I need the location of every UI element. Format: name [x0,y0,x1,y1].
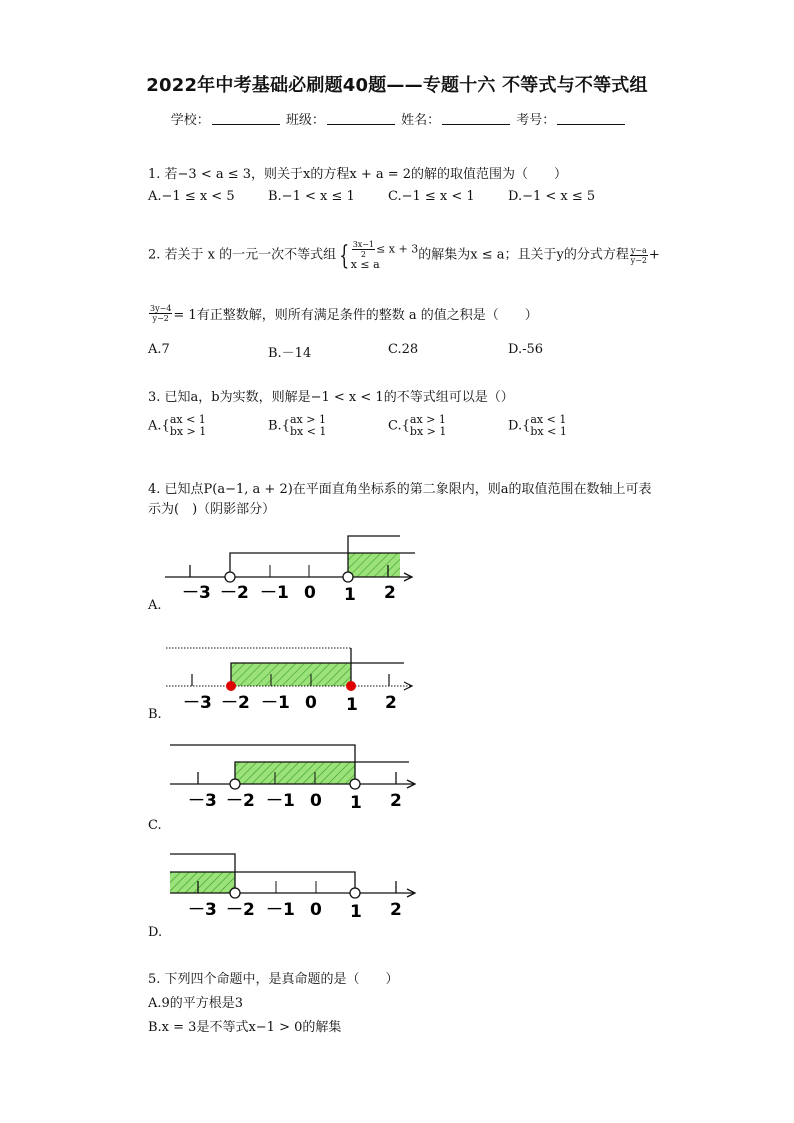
tick-label-c-1: 1 [350,793,362,813]
filled-dot-b-neg2 [226,681,236,691]
q4-option-a-label: A. [148,598,162,613]
page-title: 2022年中考基础必刷题40题——专题十六 不等式与不等式组 [146,75,648,96]
q3-option-d: D.{ ax < 1 bx < 1 [508,413,567,438]
question-1-stem: 1. 若−3 < a ≤ 3，则关于x的方程x + a = 2的解的取值范围为（ ） [148,167,568,182]
q2-sys-line1-rest: ≤ x + 3 [376,242,419,256]
q2-option-c: C.28 [388,342,419,357]
q3-option-a: A.{ ax < 1 bx > 1 [148,413,207,438]
shaded-region-b [231,663,351,686]
tick-label-c-neg1: －1 [266,791,295,811]
number-line-b [166,648,412,715]
tick-label-a-2: 2 [384,583,396,603]
q3-c-line1: ax > 1 [409,413,446,426]
tick-label-b-2: 2 [385,693,397,713]
tick-label-a-neg1: －1 [260,583,289,603]
q3-option-b: B.{ ax > 1 bx < 1 [268,413,327,438]
tick-label-a-1: 1 [344,585,356,605]
filled-dot-b-1 [346,681,356,691]
q3-option-a-label: A. [148,418,162,434]
tick-label-b-1: 1 [346,695,358,715]
q2-frac2-num: 3y−4 [150,304,172,313]
open-dot-c-1 [350,779,360,789]
tick-label-d-1: 1 [350,902,362,922]
q2-sys-denominator: 2 [360,250,366,259]
tick-label-d-neg3: －3 [188,900,217,920]
q2-option-b: B.－14 [268,346,312,361]
school-label: 学校： [170,113,210,128]
shaded-region-c [235,762,355,784]
tick-label-b-neg2: －2 [221,693,250,713]
number-line-d [170,854,415,922]
q2-middle: 的解集为x ≤ a；且关于y的分式方程 [418,247,629,263]
q2-frac2-den: y−2 [152,314,169,323]
tick-label-a-neg3: －3 [182,583,211,603]
q3-b-line2: bx < 1 [289,425,327,438]
q3-c-line2: bx > 1 [409,425,447,438]
q3-option-c-label: C. [388,418,402,434]
q3-a-line1: ax < 1 [169,413,206,426]
school-blank [212,112,280,125]
q3-b-line1: ax > 1 [289,413,326,426]
name-label: 姓名： [401,113,441,128]
q2-frac1-den: y−2 [630,256,647,265]
q2-inequality-system [351,240,419,271]
tick-label-d-neg1: －1 [266,900,295,920]
q2-frac1-num: y−a [630,246,647,255]
q3-option-c: C.{ ax > 1 bx > 1 [388,413,447,438]
question-4-stem-line2: 示为( )（阴影部分） [148,502,276,517]
number-label: 考号： [516,113,556,128]
tick-label-c-2: 2 [390,791,402,811]
q2-sys-line2: x ≤ a [350,258,380,271]
q3-option-b-label: B. [268,418,282,434]
q2-sys-numerator: 3x−1 [352,240,375,249]
tick-label-c-neg3: －3 [188,791,217,811]
tick-label-c-0: 0 [310,791,322,811]
tick-label-b-neg1: －1 [261,693,290,713]
q1-option-d: D.−1 < x ≤ 5 [508,189,596,204]
tick-label-d-2: 2 [390,900,402,920]
q4-option-c-label: C. [148,818,162,833]
open-dot-c-neg2 [230,779,240,789]
name-blank [442,112,510,125]
q3-a-line2: bx > 1 [169,425,207,438]
tick-label-b-neg3: －3 [183,693,212,713]
open-dot-a-1 [343,572,353,582]
open-dot-d-1 [350,888,360,898]
q5-option-a: A.9的平方根是3 [148,996,244,1011]
question-5-stem: 5. 下列四个命题中，是真命题的是（ ） [148,972,399,987]
q1-option-a: A.−1 ≤ x < 5 [148,189,235,204]
open-dot-d-neg2 [230,888,240,898]
shaded-region-a [348,553,400,577]
tick-label-b-0: 0 [305,693,317,713]
question-4-stem-line1: 4. 已知点P(a−1, a + 2)在平面直角坐标系的第二象限内，则a的取值范围在数轴上可表 [148,482,652,497]
question-3-stem: 3. 已知a，b为实数，则解是−1 < x < 1的不等式组可以是（） [148,390,514,405]
q3-d-line2: bx < 1 [530,425,567,438]
tick-label-d-neg2: －2 [226,900,255,920]
q1-option-c: C.−1 ≤ x < 1 [388,189,475,204]
tick-label-a-0: 0 [304,583,316,603]
number-line-c [170,745,415,813]
tick-label-c-neg2: －2 [226,791,255,811]
tick-label-a-neg2: －2 [220,583,249,603]
number-line-a [165,536,415,605]
q3-d-line1: ax < 1 [530,413,567,426]
q2-suffix: = 1有正整数解，则所有满足条件的整数 a 的值之积是（ ） [173,308,538,323]
q5-option-b: B.x = 3是不等式x−1 > 0的解集 [148,1020,342,1035]
open-dot-a-neg2 [225,572,235,582]
q2-option-a: A.7 [148,342,170,357]
question-2-line2 [148,304,538,323]
q2-prefix: 2. 若关于 x 的一元一次不等式组 [148,247,337,263]
q4-option-b-label: B. [148,707,162,722]
q2-plus: + [648,247,660,263]
class-label: 班级： [285,113,325,128]
student-info-line [0,109,794,128]
q4-option-d-label: D. [148,925,163,940]
question-2-line1 [148,240,660,271]
shaded-region-d [170,872,235,893]
class-blank [327,112,395,125]
q2-option-d: D.-56 [508,342,544,357]
number-blank [557,112,625,125]
q1-option-b: B.−1 < x ≤ 1 [268,189,355,204]
q3-option-d-label: D. [508,418,523,434]
tick-label-d-0: 0 [310,900,322,920]
q2-left-brace: { [339,240,350,271]
